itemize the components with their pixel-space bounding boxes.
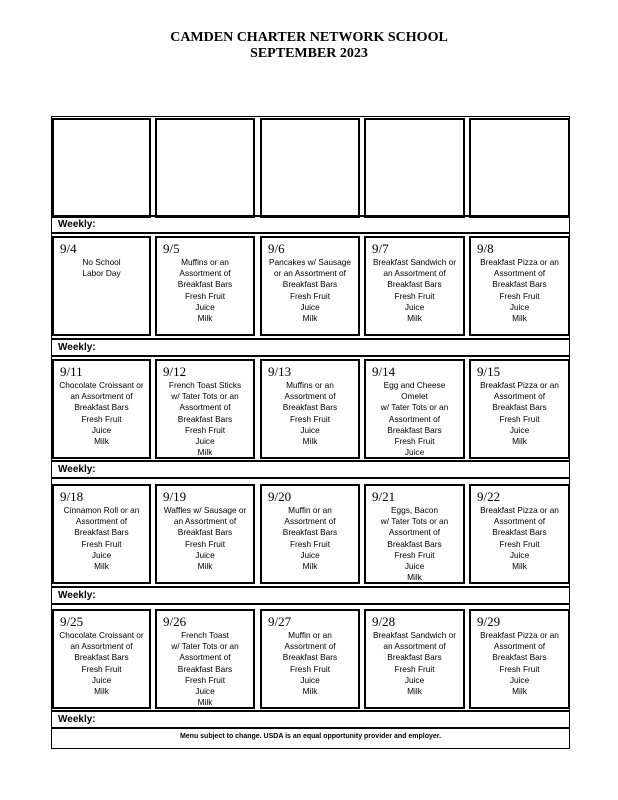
day-menu: Muffin or an Assortment of Breakfast Bars Fresh Fruit Juice Milk — [282, 505, 338, 572]
day-menu: No School Labor Day — [82, 257, 121, 279]
day-cell — [364, 118, 465, 218]
day-menu: Pancakes w/ Sausage or an Assortment of Breakfast Bars Fresh Fruit Juice Milk — [268, 257, 352, 324]
month-title: SEPTEMBER 2023 — [250, 46, 368, 61]
day-cell — [155, 609, 255, 709]
day-menu: French Toast w/ Tater Tots or an Assortment of Breakfast Bars Fresh Fruit Juice Milk — [171, 630, 239, 708]
weekly-row: Weekly: — [52, 215, 569, 234]
day-cell — [260, 118, 360, 218]
day-cell — [260, 609, 360, 709]
day-cell — [155, 236, 255, 336]
day-date: 9/14 — [372, 364, 396, 379]
day-menu: Eggs, Bacon w/ Tater Tots or an Assortment of Breakfast Bars Fresh Fruit Juice Milk — [380, 505, 449, 583]
day-date: 9/4 — [60, 241, 77, 256]
day-menu: Chocolate Croissant or an Assortment of Breakfast Bars Fresh Fruit Juice Milk — [59, 380, 144, 447]
day-cell — [260, 484, 360, 584]
day-menu: Breakfast Pizza or an Assortment of Breakfast Bars Fresh Fruit Juice Milk — [480, 380, 559, 447]
day-menu: Muffins or an Assortment of Breakfast Bars Fresh Fruit Juice Milk — [282, 380, 338, 447]
day-cell — [364, 359, 465, 459]
day-cell — [52, 484, 151, 584]
weekly-row: Weekly: — [52, 338, 569, 357]
day-date: 9/7 — [372, 241, 389, 256]
footer-note: Menu subject to change. USDA is an equal opportunity provider and employer. — [179, 733, 442, 740]
weekly-row: Weekly: — [52, 710, 569, 729]
day-date: 9/21 — [372, 489, 396, 504]
day-cell — [52, 609, 151, 709]
day-cell — [469, 484, 570, 584]
day-menu: French Toast Sticks w/ Tater Tots or an Assortment of Breakfast Bars Fresh Fruit Juice Milk — [168, 380, 242, 458]
page-header — [0, 30, 618, 62]
day-date: 9/12 — [163, 364, 187, 379]
day-cell — [469, 609, 570, 709]
day-date: 9/15 — [477, 364, 501, 379]
day-date: 9/5 — [163, 241, 180, 256]
day-date: 9/22 — [477, 489, 501, 504]
day-date: 9/27 — [268, 614, 292, 629]
day-cell — [155, 359, 255, 459]
day-cell — [155, 484, 255, 584]
day-date: 9/19 — [163, 489, 187, 504]
day-menu: Muffins or an Assortment of Breakfast Bars Fresh Fruit Juice Milk — [177, 257, 233, 324]
day-date: 9/8 — [477, 241, 494, 256]
school-title: CAMDEN CHARTER NETWORK SCHOOL — [170, 30, 448, 45]
day-cell — [52, 118, 151, 218]
day-date: 9/25 — [60, 614, 84, 629]
day-cell — [364, 484, 465, 584]
day-date: 9/20 — [268, 489, 292, 504]
day-date: 9/29 — [477, 614, 501, 629]
day-cell — [260, 236, 360, 336]
day-menu: Breakfast Pizza or an Assortment of Breakfast Bars Fresh Fruit Juice Milk — [480, 630, 559, 697]
weekly-row: Weekly: — [52, 460, 569, 479]
day-cell — [469, 236, 570, 336]
day-menu: Muffin or an Assortment of Breakfast Bars Fresh Fruit Juice Milk — [282, 630, 338, 697]
day-date: 9/26 — [163, 614, 187, 629]
day-menu: Breakfast Pizza or an Assortment of Breakfast Bars Fresh Fruit Juice Milk — [480, 505, 559, 572]
day-menu: Breakfast Pizza or an Assortment of Breakfast Bars Fresh Fruit Juice Milk — [480, 257, 559, 324]
day-menu: Breakfast Sandwich or an Assortment of Breakfast Bars Fresh Fruit Juice Milk — [372, 257, 456, 324]
day-date: 9/18 — [60, 489, 84, 504]
day-menu: Cinnamon Roll or an Assortment of Breakfast Bars Fresh Fruit Juice Milk — [63, 505, 140, 572]
day-cell — [364, 236, 465, 336]
day-date: 9/11 — [60, 364, 83, 379]
day-cell — [260, 359, 360, 459]
day-cell — [52, 236, 151, 336]
day-cell — [469, 359, 570, 459]
day-menu: Breakfast Sandwich or an Assortment of Breakfast Bars Fresh Fruit Juice Milk — [372, 630, 456, 697]
day-menu: Waffles w/ Sausage or an Assortment of Breakfast Bars Fresh Fruit Juice Milk — [163, 505, 247, 572]
day-date: 9/6 — [268, 241, 285, 256]
day-cell — [52, 359, 151, 459]
day-date: 9/13 — [268, 364, 292, 379]
day-date: 9/28 — [372, 614, 396, 629]
day-menu: Chocolate Croissant or an Assortment of Breakfast Bars Fresh Fruit Juice Milk — [59, 630, 144, 697]
day-cell — [155, 118, 255, 218]
weekly-row: Weekly: — [52, 586, 569, 605]
day-cell — [364, 609, 465, 709]
day-menu: Egg and Cheese Omelet w/ Tater Tots or an Assortment of Breakfast Bars Fresh Fruit Juice — [380, 380, 449, 458]
day-cell — [469, 118, 570, 218]
